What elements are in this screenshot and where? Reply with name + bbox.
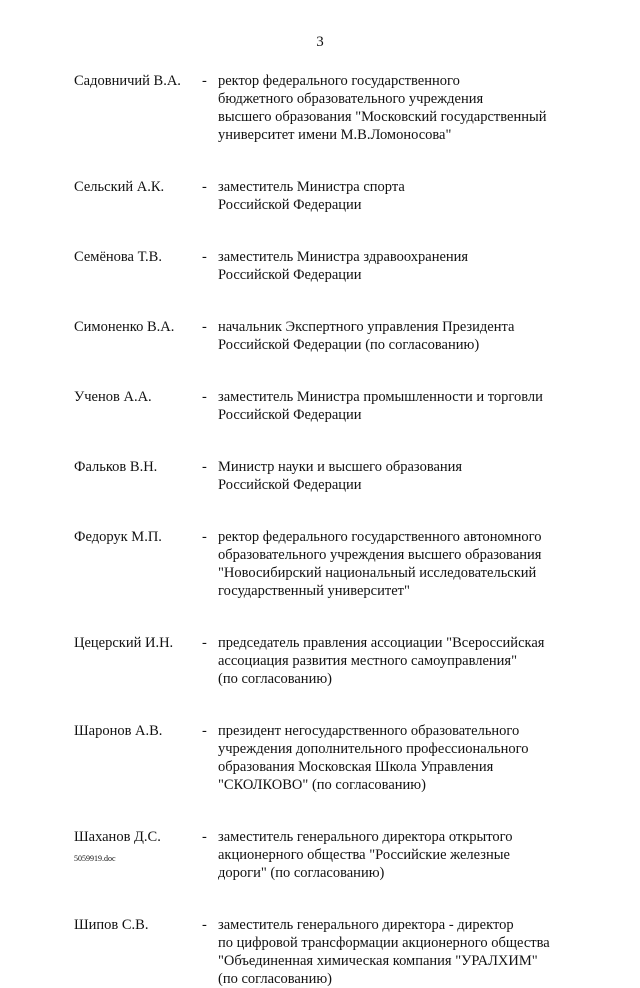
position-line: "Новосибирский национальный исследовательский bbox=[218, 565, 537, 581]
position-line: бюджетного образовательного учреждения bbox=[218, 91, 484, 107]
position-line: начальник Экспертного управления Президента bbox=[218, 319, 515, 335]
list-item bbox=[0, 72, 640, 144]
position-line: "Объединенная химическая компания "УРАЛХИМ" bbox=[218, 953, 538, 969]
member-name: Ученов А.А. bbox=[74, 389, 152, 405]
separator-dash: - bbox=[202, 319, 207, 335]
list-item bbox=[0, 388, 640, 424]
member-position bbox=[218, 828, 598, 882]
position-line: Российской Федерации (по согласованию) bbox=[218, 337, 480, 353]
position-line: Российской Федерации bbox=[218, 477, 362, 493]
member-position bbox=[218, 248, 598, 284]
member-list bbox=[0, 72, 640, 988]
separator-dash: - bbox=[202, 529, 207, 545]
position-line: ассоциация развития местного самоуправления" bbox=[218, 653, 518, 669]
list-item bbox=[0, 634, 640, 688]
position-line: председатель правления ассоциации "Всероссийская bbox=[218, 635, 545, 651]
position-line: Российской Федерации bbox=[218, 197, 362, 213]
member-position bbox=[218, 916, 598, 988]
separator-dash: - bbox=[202, 459, 207, 475]
position-line: ректор федерального государственного автономного bbox=[218, 529, 542, 545]
position-line: заместитель генерального директора открытого bbox=[218, 829, 513, 845]
position-line: ректор федерального государственного bbox=[218, 73, 460, 89]
list-item bbox=[0, 722, 640, 794]
separator-dash: - bbox=[202, 635, 207, 651]
separator-dash: - bbox=[202, 389, 207, 405]
position-line: государственный университет" bbox=[218, 583, 410, 599]
position-line: учреждения дополнительного профессионального bbox=[218, 741, 529, 757]
member-name: Сельский А.К. bbox=[74, 179, 165, 195]
position-line: высшего образования "Московский государственный bbox=[218, 109, 547, 125]
position-line: по цифровой трансформации акционерного общества bbox=[218, 935, 550, 951]
member-position bbox=[218, 528, 598, 600]
member-position bbox=[218, 634, 598, 688]
member-position bbox=[218, 388, 598, 424]
position-line: заместитель Министра здравоохранения bbox=[218, 249, 469, 265]
position-line: дороги" (по согласованию) bbox=[218, 865, 385, 881]
position-line: президент негосударственного образовательного bbox=[218, 723, 520, 739]
position-line: Министр науки и высшего образования bbox=[218, 459, 463, 475]
member-name: Федорук М.П. bbox=[74, 529, 162, 545]
position-line: университет имени М.В.Ломоносова" bbox=[218, 127, 452, 143]
member-name: Садовничий В.А. bbox=[74, 73, 181, 89]
member-name: Симоненко В.А. bbox=[74, 319, 175, 335]
position-line: Российской Федерации bbox=[218, 267, 362, 283]
document-file-code: 5059919.doc bbox=[74, 854, 116, 863]
position-line: образования Московская Школа Управления bbox=[218, 759, 494, 775]
list-item bbox=[0, 248, 640, 284]
position-line: (по согласованию) bbox=[218, 971, 332, 987]
separator-dash: - bbox=[202, 723, 207, 739]
position-line: заместитель Министра спорта bbox=[218, 179, 405, 195]
member-position bbox=[218, 72, 598, 144]
position-line: "СКОЛКОВО" (по согласованию) bbox=[218, 777, 426, 793]
position-line: акционерного общества "Российские железные bbox=[218, 847, 510, 863]
position-line: образовательного учреждения высшего образования bbox=[218, 547, 542, 563]
separator-dash: - bbox=[202, 179, 207, 195]
position-line: (по согласованию) bbox=[218, 671, 332, 687]
member-name: Шаронов А.В. bbox=[74, 723, 163, 739]
page-number: 3 bbox=[316, 34, 324, 50]
separator-dash: - bbox=[202, 917, 207, 933]
member-position bbox=[218, 318, 598, 354]
list-item bbox=[0, 458, 640, 494]
member-name: Шипов С.В. bbox=[74, 917, 149, 933]
member-name: Цецерский И.Н. bbox=[74, 635, 174, 651]
list-item bbox=[0, 318, 640, 354]
member-name: Шаханов Д.С. bbox=[74, 829, 161, 845]
position-line: заместитель Министра промышленности и торговли bbox=[218, 389, 543, 405]
member-position bbox=[218, 178, 598, 214]
list-item bbox=[0, 528, 640, 600]
position-line: Российской Федерации bbox=[218, 407, 362, 423]
separator-dash: - bbox=[202, 249, 207, 265]
member-name: Семёнова Т.В. bbox=[74, 249, 162, 265]
position-line: заместитель генерального директора - директор bbox=[218, 917, 514, 933]
list-item bbox=[0, 916, 640, 988]
separator-dash: - bbox=[202, 829, 207, 845]
member-position bbox=[218, 458, 598, 494]
list-item bbox=[0, 178, 640, 214]
member-position bbox=[218, 722, 598, 794]
member-name: Фальков В.Н. bbox=[74, 459, 158, 475]
separator-dash: - bbox=[202, 73, 207, 89]
